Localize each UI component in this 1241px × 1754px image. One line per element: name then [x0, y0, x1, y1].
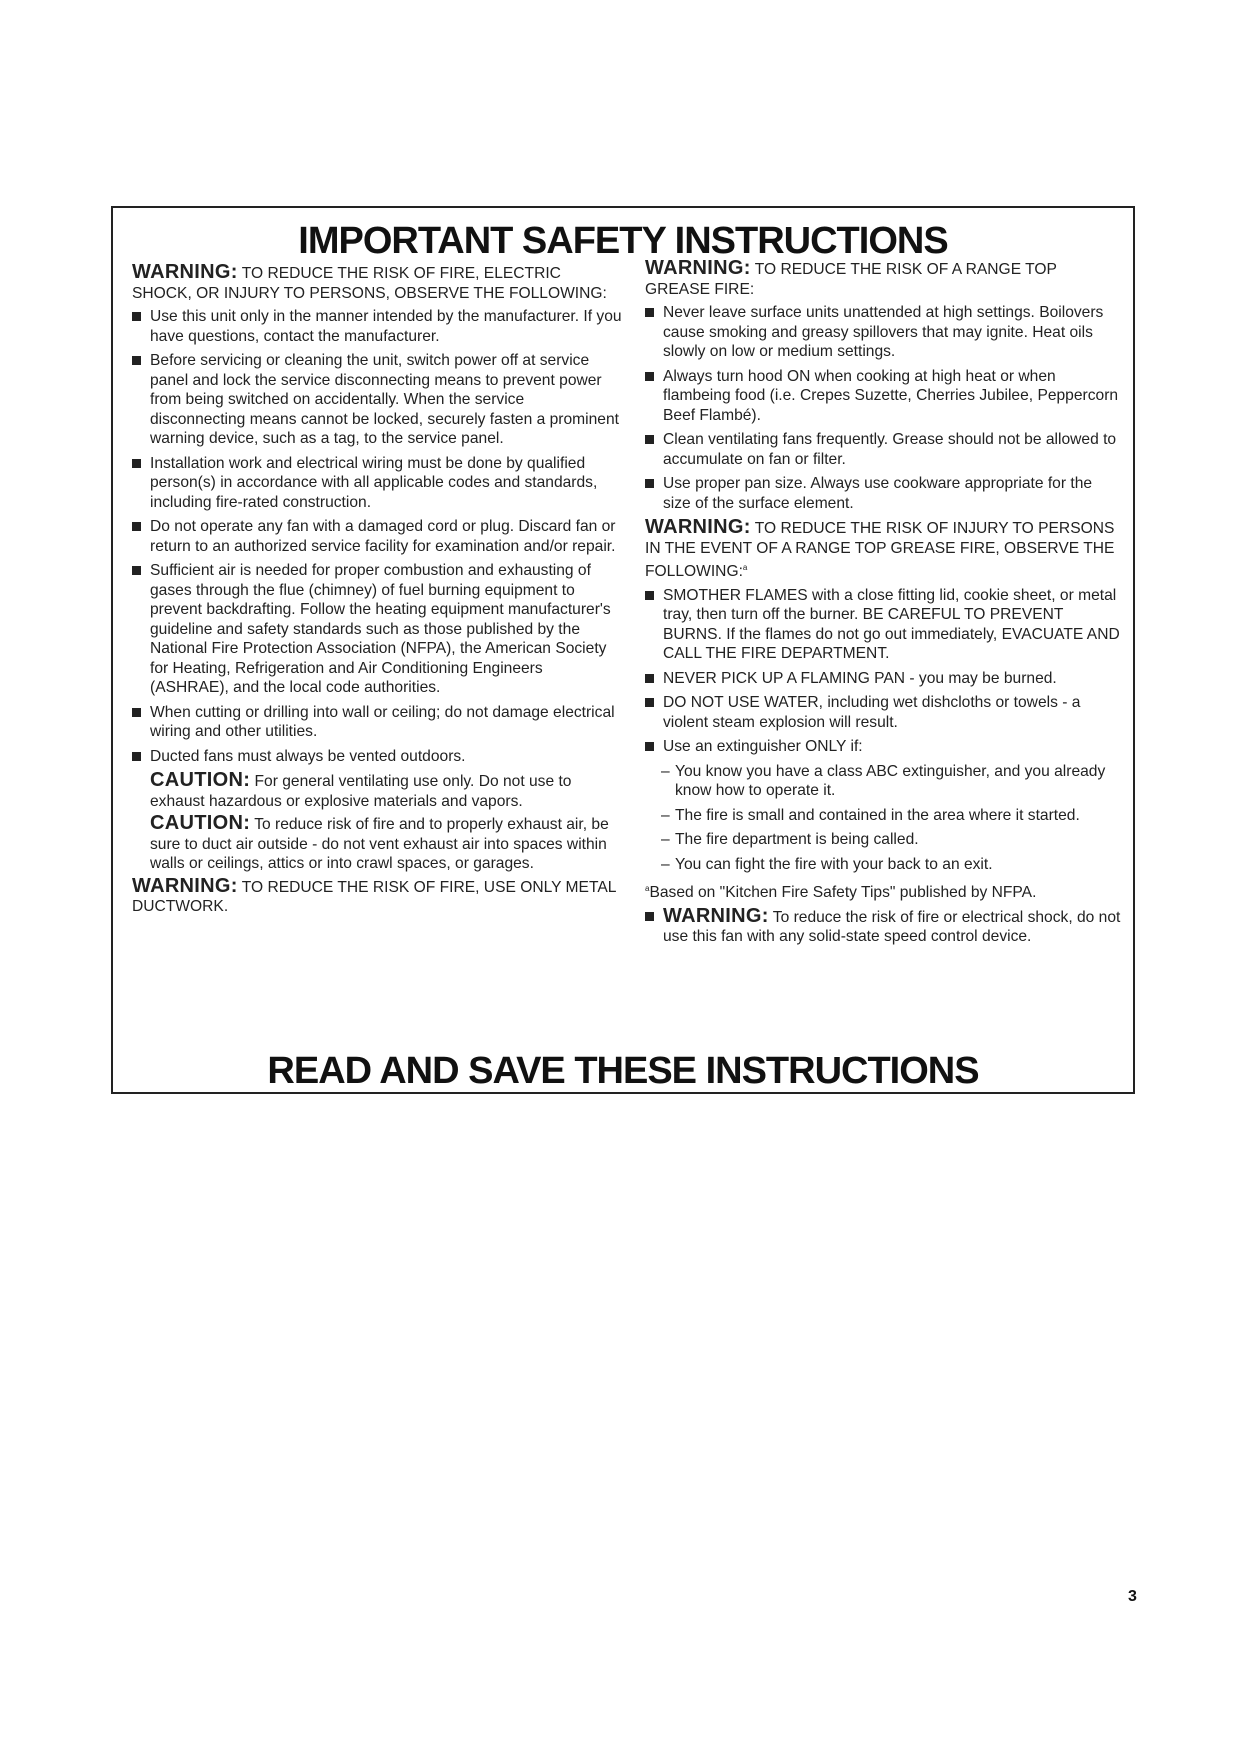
- square-bullet-icon: [645, 742, 654, 751]
- square-bullet-icon: [132, 708, 141, 717]
- right-column: [645, 259, 1123, 952]
- dash-marker: –: [661, 806, 670, 824]
- square-bullet-icon: [645, 479, 654, 488]
- square-bullet-icon: [132, 522, 141, 531]
- safety-instructions-box: [111, 206, 1135, 1094]
- square-bullet-icon: [132, 312, 141, 321]
- list-item: – The fire is small and contained in the area where it started.: [661, 806, 1080, 824]
- warning-label: WARNING:: [132, 261, 238, 283]
- warning-label: WARNING:: [132, 874, 238, 897]
- warning-text: TO REDUCE THE RISK OF INJURY TO PERSONS IN THE EVENT OF A RANGE TOP GREASE FIRE, OBSERVE THE FOLLOWING:: [645, 520, 1115, 581]
- warning-text: TO REDUCE THE RISK OF FIRE, USE ONLY METAL DUCTWORK.: [132, 878, 616, 915]
- caution-text: To reduce risk of fire and to properly exhaust air, be sure to duct air outside - do not vent exhaust air into spaces within walls or ceilings, attics or into crawl spaces, or garages.: [150, 816, 609, 872]
- square-bullet-icon: [645, 591, 654, 600]
- caution-label: CAUTION:: [150, 769, 251, 791]
- list-item: Ducted fans must always be vented outdoors.: [132, 747, 622, 767]
- dash-marker: –: [661, 855, 670, 873]
- left-column: [132, 263, 622, 921]
- warning-metal-ductwork: [132, 874, 622, 917]
- square-bullet-icon: [645, 674, 654, 683]
- dash-marker: –: [661, 762, 670, 780]
- square-bullet-icon: [645, 308, 654, 317]
- list-item: – You can fight the fire with your back to an exit.: [661, 855, 993, 873]
- list-item: Use proper pan size. Always use cookware appropriate for the size of the surface element.: [645, 474, 1123, 513]
- warning-label: WARNING:: [645, 257, 751, 279]
- dash-marker: –: [661, 831, 670, 849]
- list-item: Always turn hood ON when cooking at high heat or when flambeing food (i.e. Crepes Suzette, Cherries Jubilee, Peppercorn Beef Flambé).: [645, 367, 1123, 426]
- warning-text: TO REDUCE THE RISK OF A RANGE TOP GREASE FIRE:: [645, 261, 1057, 298]
- footnote-marker: a: [645, 884, 650, 894]
- list-item: Use this unit only in the manner intended by the manufacturer. If you have questions, contact the manufacturer.: [132, 307, 622, 346]
- extinguisher-conditions-list: [661, 762, 1123, 875]
- list-item: Never leave surface units unattended at high settings. Boilovers cause smoking and greasy spillovers that may ignite. Heat oils slowly on low or medium settings.: [645, 303, 1123, 362]
- list-item: – You know you have a class ABC extinguisher, and you already know how to operate it.: [661, 762, 1106, 800]
- warning-label: WARNING:: [645, 516, 751, 538]
- list-item: When cutting or drilling into wall or ceiling; do not damage electrical wiring and other utilities.: [132, 703, 622, 742]
- caution-text: For general ventilating use only. Do not use to exhaust hazardous or explosive materials and vapors.: [150, 773, 572, 810]
- square-bullet-icon: [645, 698, 654, 707]
- page-number: 3: [1128, 1588, 1137, 1605]
- caution-label: CAUTION:: [150, 812, 251, 834]
- warning-grease-fire: [645, 259, 1123, 299]
- footnote: [645, 879, 1123, 903]
- list-item: Before servicing or cleaning the unit, switch power off at service panel and lock the service disconnecting means to prevent power from being switched on accidentally. When the service disconnecting means cannot be locked, securely fasten a prominent warning device, such as a tag, to the service panel.: [132, 351, 622, 449]
- right-bullet-list-2: [645, 586, 1123, 757]
- list-item: [645, 904, 1123, 947]
- caution-general-use: [132, 771, 622, 811]
- warning-injury-grease-fire: [645, 518, 1123, 582]
- page-title: IMPORTANT SAFETY INSTRUCTIONS: [298, 220, 948, 262]
- list-item: Installation work and electrical wiring must be done by qualified person(s) in accordance with all applicable codes and standards, including fire-rated construction.: [132, 454, 622, 513]
- square-bullet-icon: [132, 459, 141, 468]
- square-bullet-icon: [645, 912, 654, 921]
- list-item: Clean ventilating fans frequently. Grease should not be allowed to accumulate on fan or filter.: [645, 430, 1123, 469]
- warning-text: To reduce the risk of fire or electrical shock, do not use this fan with any solid-state speed control device.: [663, 908, 1121, 946]
- square-bullet-icon: [132, 566, 141, 575]
- warning-fire-shock: [132, 263, 622, 303]
- list-item: Sufficient air is needed for proper combustion and exhausting of gases through the flue (chimney) of fuel burning equipment to prevent backdrafting. Follow the heating equipment manufacturer's guideline and safety standards such as those published by the National Fire Protection Association (NFPA), the American Society for Heating, Refrigeration and Air Conditioning Engineers (ASHRAE), and the local code authorities.: [132, 561, 622, 698]
- list-item: – The fire department is being called.: [661, 831, 919, 849]
- footer-title: READ AND SAVE THESE INSTRUCTIONS: [267, 1050, 979, 1092]
- footnote-text: Based on "Kitchen Fire Safety Tips" published by NFPA.: [649, 884, 1037, 902]
- list-item: DO NOT USE WATER, including wet dishcloths or towels - a violent steam explosion will result.: [645, 693, 1123, 732]
- list-item: SMOTHER FLAMES with a close fitting lid, cookie sheet, or metal tray, then turn off the burner. BE CAREFUL TO PREVENT BURNS. If the flames do not go out immediately, EVACUATE AND CALL THE FIRE DEPARTMENT.: [645, 586, 1123, 664]
- right-bullet-list-3: [645, 904, 1123, 947]
- list-item: Do not operate any fan with a damaged cord or plug. Discard fan or return to an authorized service facility for examination and/or repair.: [132, 517, 622, 556]
- square-bullet-icon: [645, 435, 654, 444]
- left-bullet-list: [132, 307, 622, 766]
- square-bullet-icon: [132, 752, 141, 761]
- warning-text: TO REDUCE THE RISK OF FIRE, ELECTRIC SHOCK, OR INJURY TO PERSONS, OBSERVE THE FOLLOWING:: [132, 265, 607, 302]
- list-item: Use an extinguisher ONLY if:: [645, 737, 1123, 757]
- caution-duct-outside: [132, 814, 622, 874]
- square-bullet-icon: [645, 372, 654, 381]
- square-bullet-icon: [132, 356, 141, 365]
- right-bullet-list-1: [645, 303, 1123, 513]
- list-item: NEVER PICK UP A FLAMING PAN - you may be burned.: [645, 669, 1123, 689]
- footnote-marker: a: [742, 563, 748, 572]
- warning-label: WARNING:: [663, 904, 769, 927]
